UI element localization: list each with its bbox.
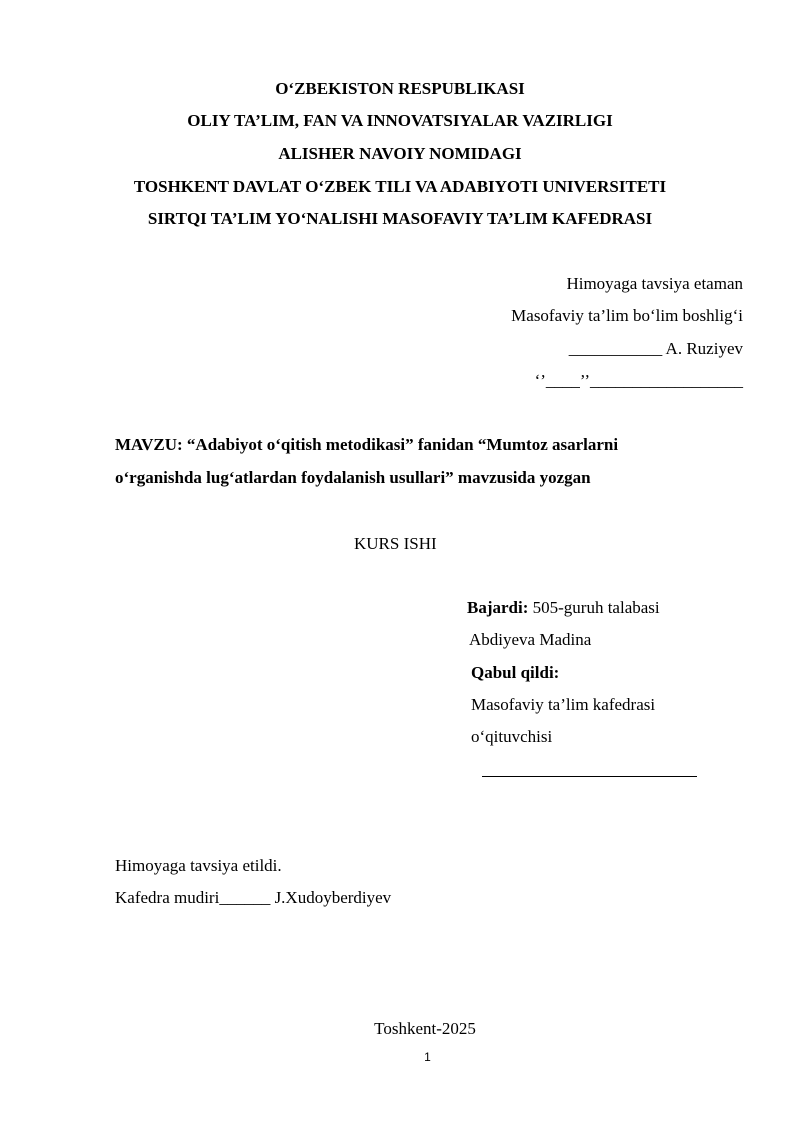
performer-name: Abdiyeva Madina [469, 630, 592, 649]
footer-head-of-department: Kafedra mudiri______ J.Xudoyberdiyev [115, 888, 392, 907]
receiver-role: o‘qituvchisi [471, 727, 553, 746]
performer-label: Bajardi: [467, 598, 529, 617]
page-number: 1 [424, 1050, 431, 1064]
header-department: SIRTQI TA’LIM YO‘NALISHI MASOFAVIY TA’LIM KAFEDRASI [147, 209, 653, 228]
approval-position: Masofaviy ta’lim bo‘lim boshlig‘i [511, 306, 743, 325]
header-country: O‘ZBEKISTON RESPUBLIKASI [275, 79, 525, 98]
receiver-department: Masofaviy ta’lim kafedrasi [471, 695, 656, 714]
footer-recommended: Himoyaga tavsiya etildi. [115, 856, 282, 875]
performer-line [467, 599, 660, 616]
header-named-after: ALISHER NAVOIY NOMIDAGI [278, 144, 522, 163]
work-type-title: KURS ISHI [354, 534, 437, 553]
approval-recommend: Himoyaga tavsiya etaman [566, 274, 743, 293]
receiver-signature-line [482, 776, 697, 777]
receiver-label: Qabul qildi: [471, 663, 560, 682]
performer-group: 505-guruh talabasi [528, 598, 660, 617]
approval-signature: ___________ A. Ruziyev [568, 339, 743, 358]
header-university: TOSHKENT DAVLAT O‘ZBEK TILI VA ADABIYOTI UNIVERSITETI [133, 177, 667, 196]
header-ministry: OLIY TA’LIM, FAN VA INNOVATSIYALAR VAZIRLIGI [187, 111, 613, 130]
approval-date: ‘’____’’__________________ [534, 371, 743, 390]
topic-line-1: MAVZU: “Adabiyot o‘qitish metodikasi” fanidan “Mumtoz asarlarni [115, 435, 619, 454]
topic-line-2: o‘rganishda lug‘atlardan foydalanish usullari” mavzusida yozgan [115, 468, 591, 487]
city-year: Toshkent-2025 [374, 1019, 476, 1038]
